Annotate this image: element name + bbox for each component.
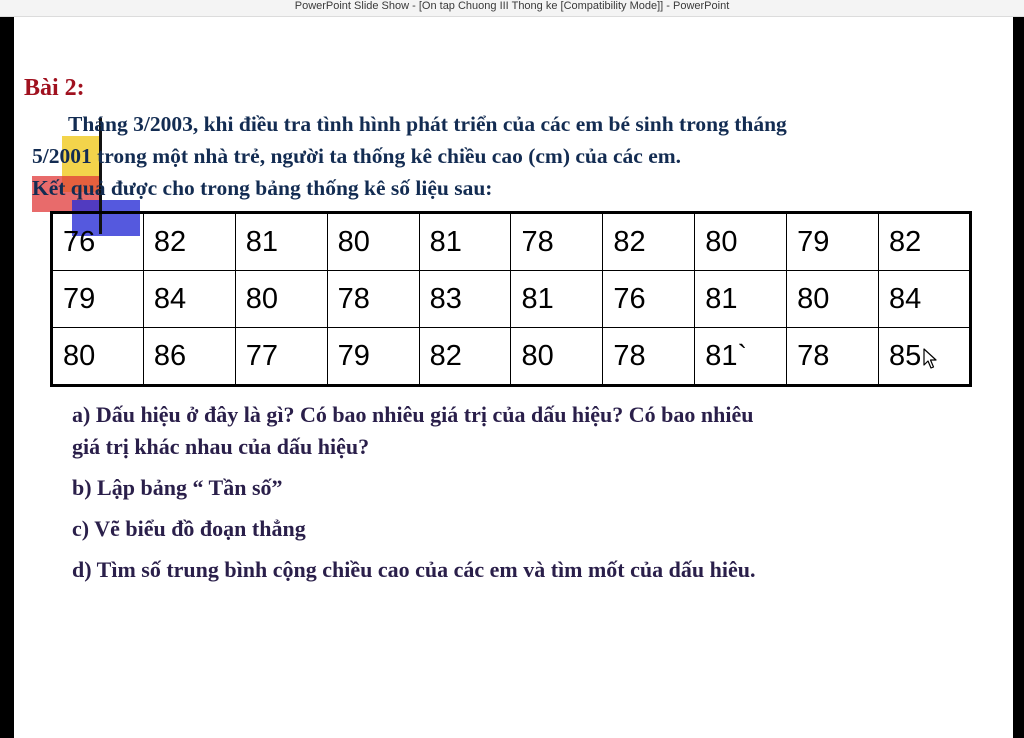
table-cell: 81: [419, 213, 511, 271]
intro-line-1: Tháng 3/2003, khi điều tra tình hình phát triển của các em bé sinh trong tháng: [68, 112, 787, 136]
table-cell: 79: [52, 271, 144, 328]
intro-line-2: 5/2001 trong một nhà trẻ, người ta thống kê chiều cao (cm) của các em.: [32, 144, 682, 168]
table-cell: 82: [419, 328, 511, 386]
slide-heading: Bài 2:: [24, 75, 85, 101]
left-letterbox: [0, 17, 14, 738]
table-cell: 84: [143, 271, 235, 328]
window-title: PowerPoint Slide Show - [On tap Chuong III Thong ke [Compatibility Mode]] - PowerPoint: [294, 0, 730, 12]
table-cell: 83: [419, 271, 511, 328]
table-cell: 81: [695, 271, 787, 328]
table-cell: 85: [879, 328, 971, 386]
table-row: [52, 213, 971, 271]
table-cell: 76: [52, 213, 144, 271]
mouse-pointer-icon: [923, 348, 937, 375]
table-cell: 82: [879, 213, 971, 271]
table-cell: 78: [603, 328, 695, 386]
table-cell: 77: [235, 328, 327, 386]
intro-line-3: Kết quả được cho trong bảng thống kê số liệu sau:: [32, 176, 493, 200]
table-cell: 79: [787, 213, 879, 271]
table-cell: 78: [511, 213, 603, 271]
table-cell: 76: [603, 271, 695, 328]
table-cell: 81: [511, 271, 603, 328]
table-cell: 78: [787, 328, 879, 386]
height-data-table: [50, 211, 972, 387]
table-cell: 79: [327, 328, 419, 386]
question-list: [72, 399, 932, 586]
table-cell: 82: [143, 213, 235, 271]
window-title-bar: [0, 0, 1024, 17]
table-cell: 80: [695, 213, 787, 271]
question-c: c) Vẽ biểu đồ đoạn thẳng: [72, 516, 306, 541]
table-cell: 81: [235, 213, 327, 271]
table-row: [52, 328, 971, 386]
table-cell: 80: [787, 271, 879, 328]
right-letterbox: [1013, 17, 1024, 738]
table-cell: 80: [511, 328, 603, 386]
problem-intro: [32, 108, 952, 204]
table-cell: 81`: [695, 328, 787, 386]
table-cell: 84: [879, 271, 971, 328]
table-cell: 80: [327, 213, 419, 271]
table-row: [52, 271, 971, 328]
table-cell: 78: [327, 271, 419, 328]
table-cell: 82: [603, 213, 695, 271]
question-a-line-2: giá trị khác nhau của dấu hiệu?: [72, 434, 370, 459]
table-cell: 80: [235, 271, 327, 328]
question-b: b) Lập bảng “ Tần số”: [72, 475, 283, 500]
question-a-line-1: a) Dấu hiệu ở đây là gì? Có bao nhiêu giá trị của dấu hiệu? Có bao nhiêu: [72, 402, 754, 427]
table-cell: 80: [52, 328, 144, 386]
table-cell: 86: [143, 328, 235, 386]
question-d: d) Tìm số trung bình cộng chiều cao của các em và tìm mốt của dấu hiêu.: [72, 557, 756, 582]
